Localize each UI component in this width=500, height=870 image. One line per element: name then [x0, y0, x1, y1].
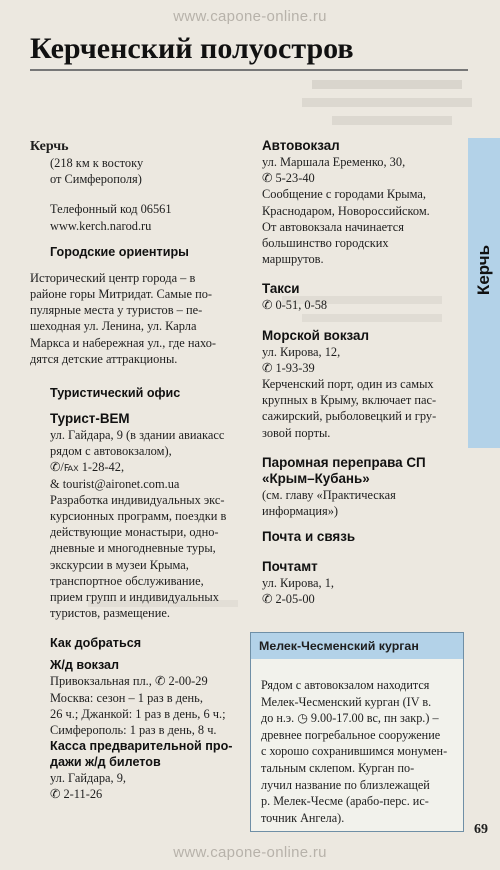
presale-heading-2: дажи ж/д билетов: [50, 755, 161, 770]
presale-heading-1: Касса предварительной про-: [50, 739, 233, 754]
ferry-heading-1: Паромная переправа СП: [262, 454, 426, 470]
infobox-title: Мелек-Чесменский курган: [251, 633, 463, 659]
taxi-heading: Такси: [262, 281, 300, 297]
how-to-get-heading: Как добраться: [50, 636, 142, 651]
railway-station-heading: Ж/д вокзал: [50, 658, 120, 673]
tourist-office-heading: Туристический офис: [50, 386, 181, 401]
agency-email[interactable]: & tourist@aironet.com.ua: [50, 476, 180, 491]
city-heading: Керчь: [30, 139, 69, 154]
ferry-heading-2: «Крым–Кубань»: [262, 470, 370, 486]
page-number: 69: [474, 822, 488, 837]
bus-station-heading: Автовокзал: [262, 138, 340, 153]
page-title: Керченский полуостров: [30, 32, 354, 65]
taxi-phones: ✆ 0-51, 0-58: [262, 298, 328, 313]
sea-terminal-heading: Морской вокзал: [262, 327, 369, 343]
post-heading: Почта и связь: [262, 529, 356, 545]
section-tab-label: Керчь: [474, 244, 493, 296]
landmarks-heading: Городские ориентиры: [50, 244, 189, 259]
kurgan-infobox: [250, 632, 464, 832]
presale-details: ул. Гайдара, 9, ✆ 2-11-26: [50, 771, 127, 802]
post-office-details: ул. Кирова, 1, ✆ 2-05-00: [262, 576, 334, 607]
agency-details: ул. Гайдара, 9 (в здании авиакасс рядом с автовокзалом), ✆/℻ 1-28-42, & tourist@aironet.com.ua Разработка индивидуальных экс- курсионных программ, поездки в действующие монастыри, одно- дневные и многодневные туры, экскурсии в музеи Крыма, транспортное обслуживание, прием групп и индивидуальных туристов, размещение.: [30, 427, 250, 621]
post-office-heading: Почтамт: [262, 559, 318, 575]
landmarks-text: Исторический центр города – в районе горы Митридат. Самые по- пулярные места у туристов – пе- шеходная ул. Ленина, ул. Карла Маркса и набережная ул., где нахо- дятся детские аттракционы.: [30, 270, 217, 366]
sea-terminal-details: ул. Кирова, 12, ✆ 1-93-39 Керченский порт, один из самых крупных в Крыму, включает пас- сажирский, рыболовецкий и гру- зовой порты.: [262, 344, 437, 440]
railway-details: Привокзальная пл., ✆ 2-00-29 Москва: сезон – 1 раз в день, 26 ч.; Джанкой: 1 раз в день, 6 ч.; Симферополь: 1 раз в день, 8 ч.: [50, 674, 226, 738]
infobox-text: Рядом с автовокзалом находится Мелек-Чесменский курган (IV в. до н.э. ◷ 9.00-17.00 вс, пн закр.) – древнее погребальное сооружение с хорошо сохранившимся монумен- тальным склепом. Курган по- лучил название по близлежащей р. Мелек-Чесме (арабо-перс. ис- точник Ангела).: [261, 678, 448, 825]
ferry-details: (см. главу «Практическая информация»): [262, 487, 396, 519]
left-column: [30, 138, 250, 803]
agency-name: Турист-ВЕМ: [50, 411, 130, 427]
distance-line-1: (218 км к востоку: [50, 156, 144, 170]
watermark-bottom: www.capone-online.ru: [173, 844, 327, 861]
website-link[interactable]: www.kerch.narod.ru: [50, 218, 152, 233]
bus-station-details: ул. Маршала Еременко, 30, ✆ 5-23-40 Сообщение с городами Крыма, Краснодаром, Новороссийском. От автовокзала начинается большинство городских маршрутов.: [262, 155, 430, 267]
title-rule: [30, 69, 468, 71]
distance-line-2: от Симферополя): [50, 172, 142, 187]
phone-code: Телефонный код 06561: [50, 202, 172, 217]
right-column: [262, 138, 462, 608]
watermark-top: www.capone-online.ru: [173, 8, 327, 25]
